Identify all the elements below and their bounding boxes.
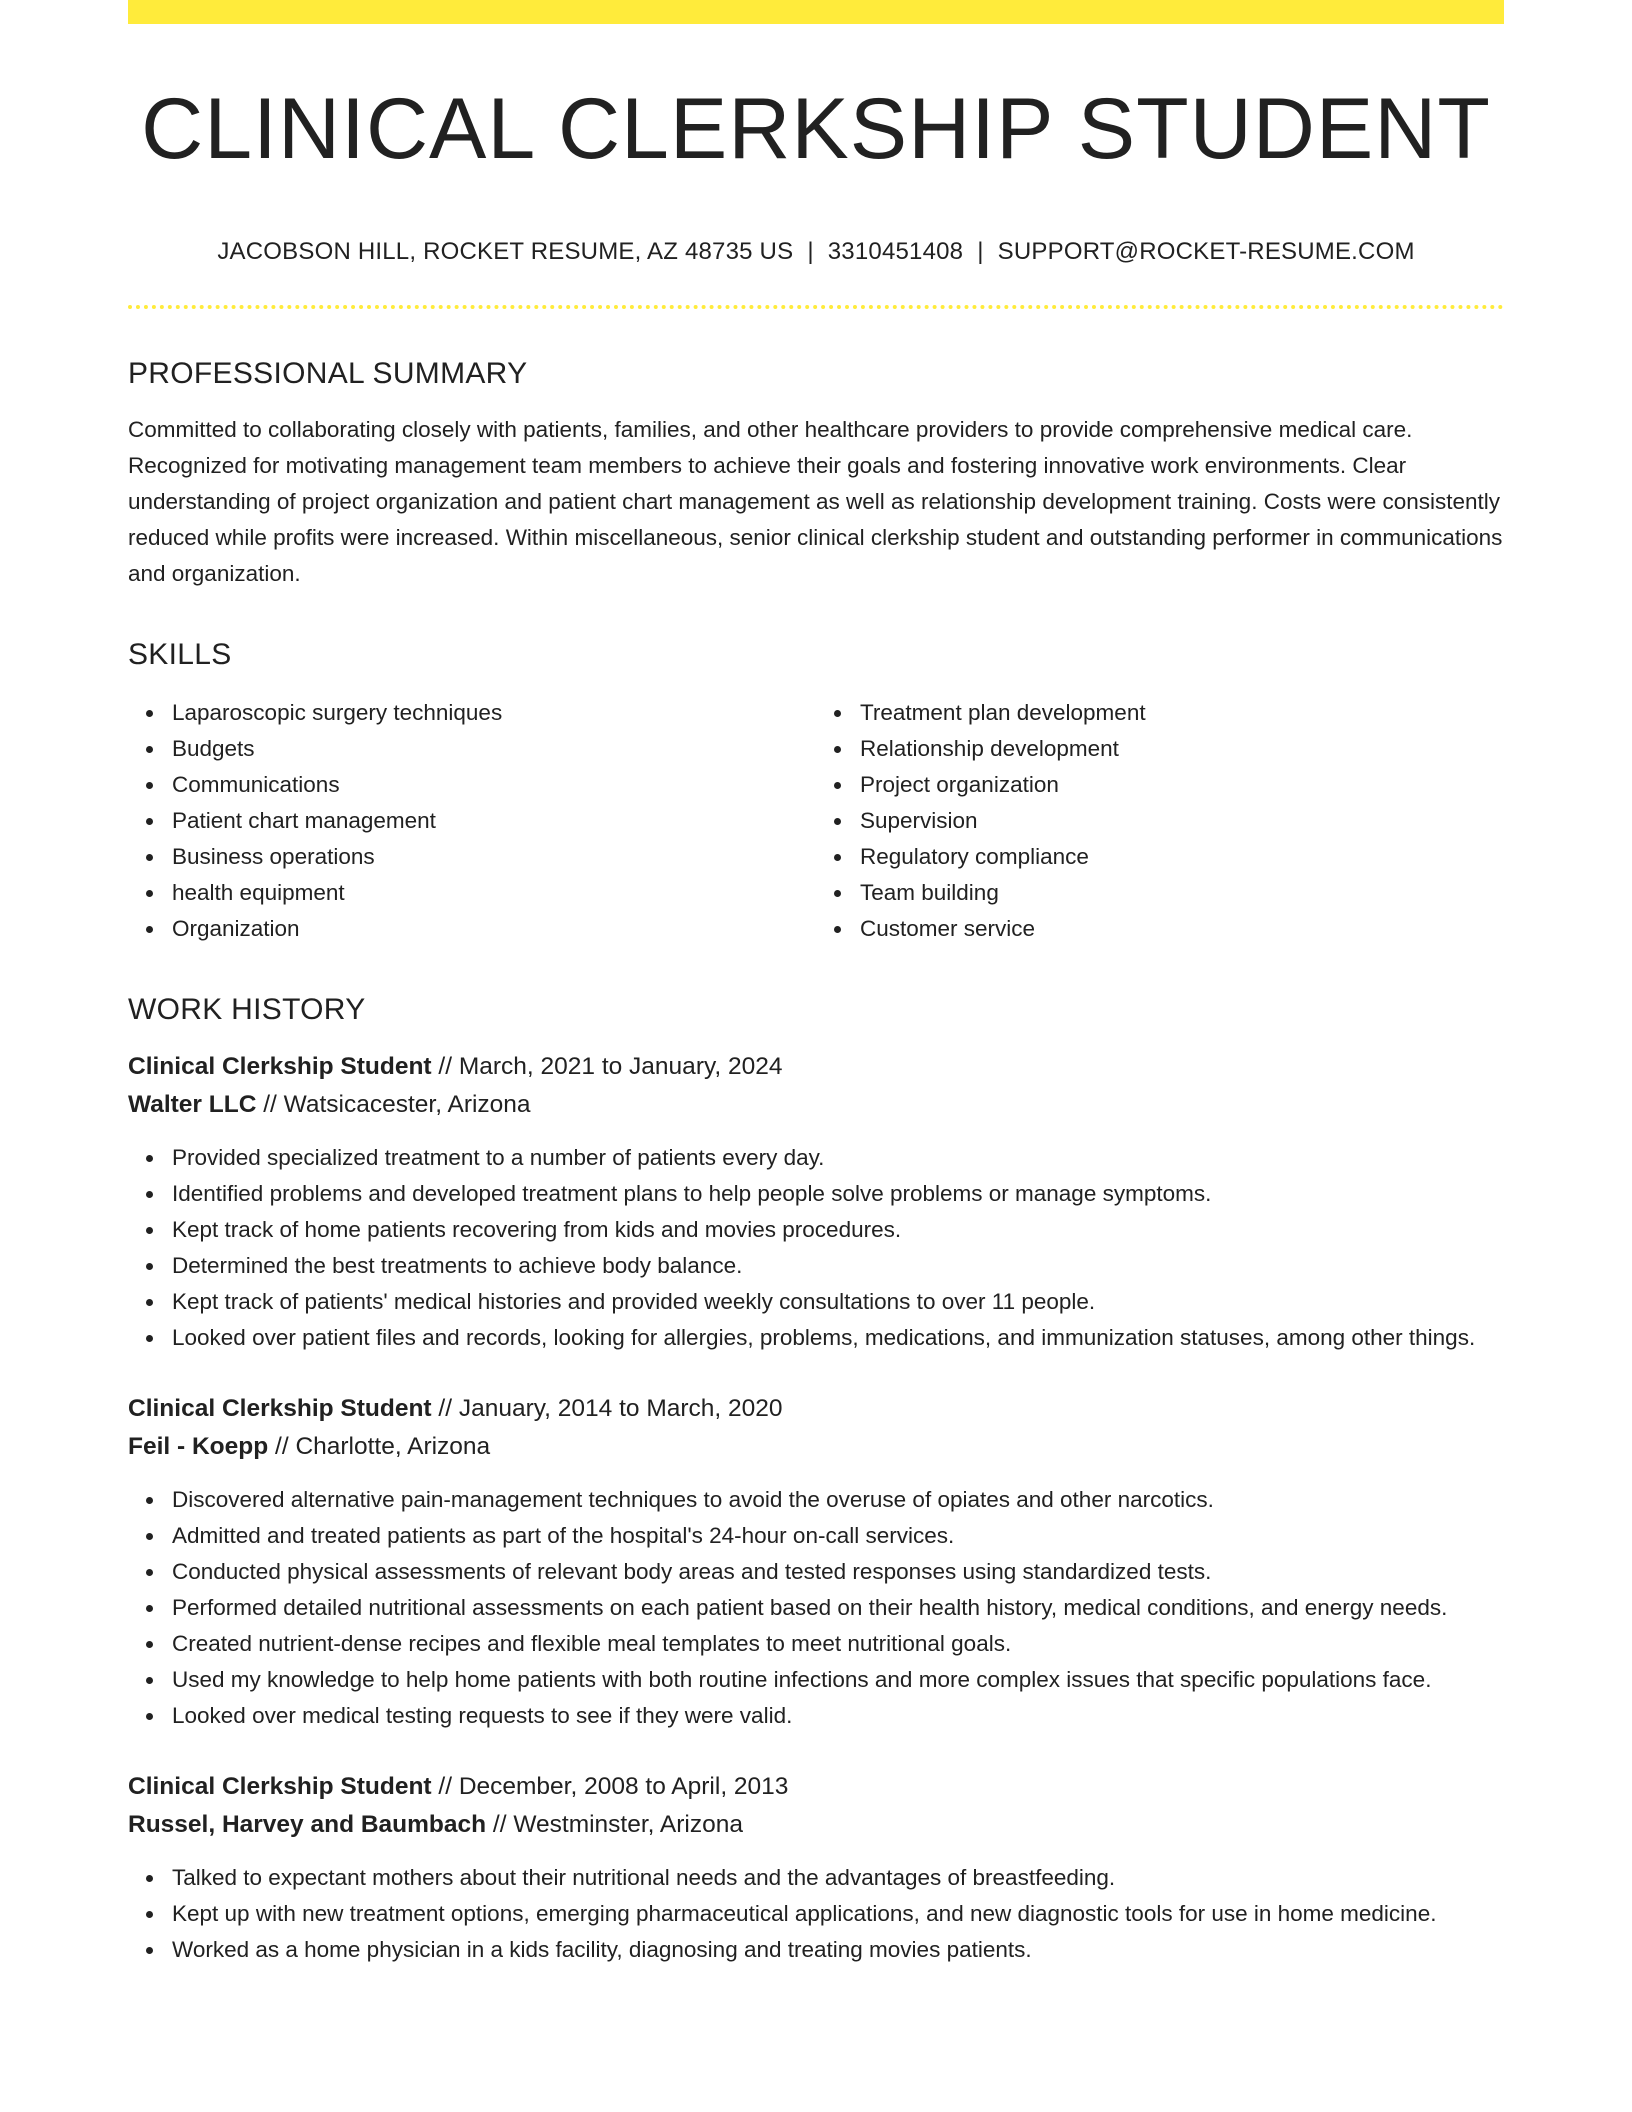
skills-heading: SKILLS [128, 637, 232, 671]
job-separator: // [268, 1432, 296, 1460]
job-separator: // [431, 1772, 459, 1800]
skill-item: Supervision [860, 803, 1504, 839]
job-company-line [128, 1428, 1504, 1466]
job-duty-item: Conducted physical assessments of relevant body areas and tested responses using standardized tests. [172, 1554, 1504, 1590]
job-duty-item: Kept up with new treatment options, emerging pharmaceutical applications, and new diagnostic tools for use in home medicine. [172, 1896, 1504, 1932]
job-separator: // [486, 1810, 514, 1838]
header-divider [128, 305, 1504, 309]
job-entry [128, 1048, 1504, 1356]
skill-item: Laparoscopic surgery techniques [172, 695, 816, 731]
skill-item: Organization [172, 911, 816, 947]
skill-item: Patient chart management [172, 803, 816, 839]
work-history-heading: WORK HISTORY [128, 992, 366, 1026]
job-duty-item: Talked to expectant mothers about their nutritional needs and the advantages of breastfeeding. [172, 1860, 1504, 1896]
skill-item: Treatment plan development [860, 695, 1504, 731]
contact-address: JACOBSON HILL, ROCKET RESUME, AZ 48735 US [217, 238, 794, 265]
work-history-section [128, 993, 1504, 1968]
skills-section [128, 638, 1504, 947]
job-duty-item: Looked over patient files and records, looking for allergies, problems, medications, and immunization statuses, among other things. [172, 1320, 1504, 1356]
contact-separator: | [977, 238, 984, 265]
job-duty-item: Kept track of patients' medical histories and provided weekly consultations to over 11 people. [172, 1284, 1504, 1320]
skills-columns [128, 695, 1504, 947]
job-duty-item: Worked as a home physician in a kids facility, diagnosing and treating movies patients. [172, 1932, 1504, 1968]
skill-item: Project organization [860, 767, 1504, 803]
job-location: Watsicacester, Arizona [283, 1090, 531, 1118]
job-duty-item: Used my knowledge to help home patients with both routine infections and more complex issues that specific populations face. [172, 1662, 1504, 1698]
job-company: Russel, Harvey and Baumbach [128, 1810, 487, 1838]
job-company-line [128, 1806, 1504, 1844]
job-duty-item: Kept track of home patients recovering from kids and movies procedures. [172, 1212, 1504, 1248]
job-duty-item: Admitted and treated patients as part of the hospital's 24-hour on-call services. [172, 1518, 1504, 1554]
job-dates: March, 2021 to January, 2024 [458, 1052, 783, 1080]
summary-heading: PROFESSIONAL SUMMARY [128, 356, 528, 390]
job-duties-list [128, 1482, 1504, 1734]
resume-page [128, 0, 1504, 1968]
skill-item: Regulatory compliance [860, 839, 1504, 875]
job-role: Clinical Clerkship Student [128, 1394, 432, 1422]
job-entry [128, 1390, 1504, 1734]
job-title-line [128, 1048, 1504, 1086]
contact-email: SUPPORT@ROCKET-RESUME.COM [997, 238, 1415, 265]
skill-item: health equipment [172, 875, 816, 911]
summary-text: Committed to collaborating closely with patients, families, and other healthcare providers to provide comprehensive medical care. Recognized for motivating management team members to achieve their goals and fostering innovative work environments. Clear understanding of project organization and patient chart management as well as relationship development training. Costs were consistently reduced while profits were increased. Within miscellaneous, senior clinical clerkship student and outstanding performer in communications and organization. [128, 416, 1503, 586]
job-duty-item: Provided specialized treatment to a number of patients every day. [172, 1140, 1504, 1176]
job-separator: // [256, 1090, 284, 1118]
resume-title: CLINICAL CLERKSHIP STUDENT [141, 81, 1491, 177]
job-separator: // [431, 1052, 459, 1080]
accent-top-bar [128, 0, 1504, 24]
job-role: Clinical Clerkship Student [128, 1772, 432, 1800]
skill-item: Team building [860, 875, 1504, 911]
skill-item: Customer service [860, 911, 1504, 947]
job-duty-item: Performed detailed nutritional assessments on each patient based on their health history, medical conditions, and energy needs. [172, 1590, 1504, 1626]
job-company: Feil - Koepp [128, 1432, 269, 1460]
job-location: Charlotte, Arizona [295, 1432, 491, 1460]
job-location: Westminster, Arizona [513, 1810, 744, 1838]
contact-line [128, 238, 1504, 267]
job-separator: // [431, 1394, 459, 1422]
job-role: Clinical Clerkship Student [128, 1052, 432, 1080]
job-title-line [128, 1390, 1504, 1428]
job-title-line [128, 1768, 1504, 1806]
job-duty-item: Identified problems and developed treatment plans to help people solve problems or manage symptoms. [172, 1176, 1504, 1212]
job-company-line [128, 1086, 1504, 1124]
summary-section [128, 357, 1504, 592]
skill-item: Relationship development [860, 731, 1504, 767]
job-duty-item: Determined the best treatments to achieve body balance. [172, 1248, 1504, 1284]
skills-list-right [816, 695, 1504, 947]
job-dates: December, 2008 to April, 2013 [458, 1772, 789, 1800]
contact-phone: 3310451408 [827, 238, 964, 265]
skill-item: Business operations [172, 839, 816, 875]
contact-separator: | [807, 238, 814, 265]
job-duty-item: Looked over medical testing requests to see if they were valid. [172, 1698, 1504, 1734]
job-dates: January, 2014 to March, 2020 [458, 1394, 783, 1422]
skill-item: Budgets [172, 731, 816, 767]
job-duty-item: Created nutrient-dense recipes and flexible meal templates to meet nutritional goals. [172, 1626, 1504, 1662]
skill-item: Communications [172, 767, 816, 803]
skills-list-left [128, 695, 816, 947]
job-entry [128, 1768, 1504, 1968]
job-company: Walter LLC [128, 1090, 257, 1118]
job-duties-list [128, 1140, 1504, 1356]
jobs-list [128, 1048, 1504, 1968]
job-duties-list [128, 1860, 1504, 1968]
job-duty-item: Discovered alternative pain-management techniques to avoid the overuse of opiates and other narcotics. [172, 1482, 1504, 1518]
